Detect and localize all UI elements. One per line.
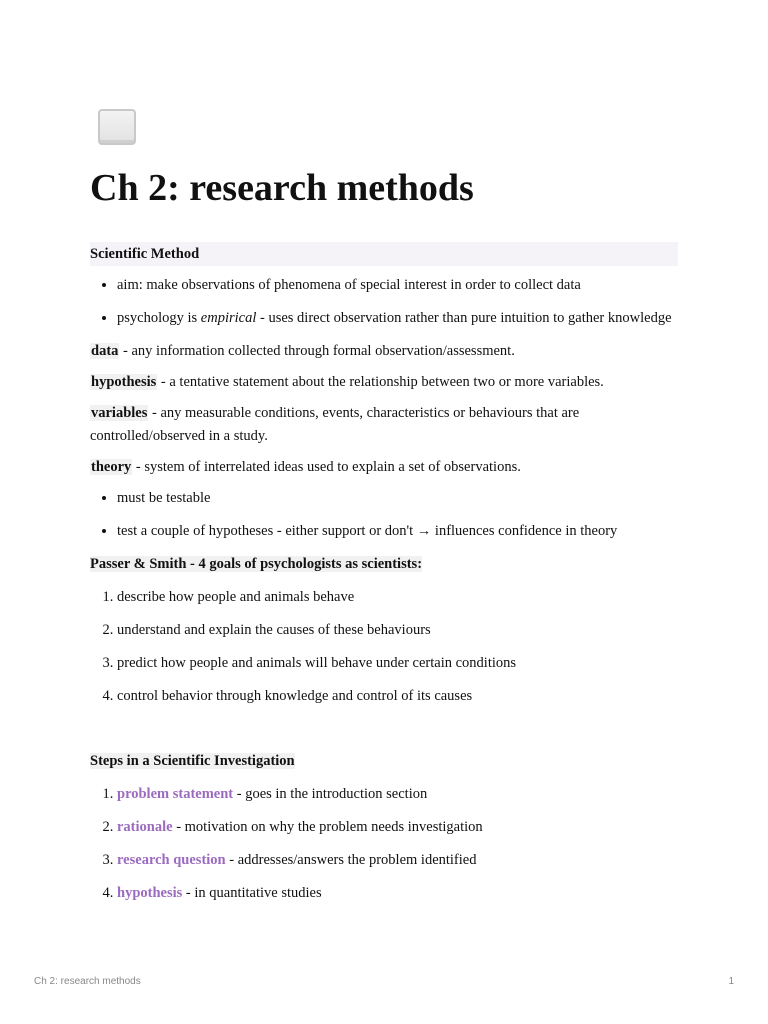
theory-bullets [90,487,678,543]
list-item: 4. control behavior through knowledge and control of its causes [117,685,678,708]
definition-variables: variables - any measurable conditions, events, characteristics or behaviours that are controlled/observed in a study. [90,405,580,444]
list-item: 1. describe how people and animals behave [117,586,678,609]
list-item: 1. problem statement - goes in the introduction section [117,783,678,806]
goals-heading: Passer & Smith - 4 goals of psychologists as scientists: [90,556,423,572]
list-item: 2. rationale - motivation on why the problem needs investigation [117,816,678,839]
page-title: Ch 2: research methods [90,167,474,209]
page-number: 1 [728,976,734,987]
list-item: 3. research question - addresses/answers the problem identified [117,849,678,872]
goals-list [90,586,678,708]
definition-data: data - any information collected through formal observation/assessment. [91,343,515,359]
list-item: 4. hypothesis - in quantitative studies [117,882,678,905]
list-item: • aim: make observations of phenomena of special interest in order to collect data [117,274,678,297]
list-item: • must be testable [117,487,678,510]
steps-heading: Steps in a Scientific Investigation [90,753,295,769]
scientific-method-bullets [90,274,678,330]
list-item: • test a couple of hypotheses - either support or don't → influences confidence in theory [117,520,678,543]
document-body [90,242,678,915]
list-item: • psychology is empirical - uses direct observation rather than pure intuition to gather knowledge [117,307,678,330]
definition-theory: theory - system of interrelated ideas used to explain a set of observations. [91,459,521,475]
footer-title: Ch 2: research methods [34,976,141,987]
page-icon [98,109,136,145]
list-item: 3. predict how people and animals will behave under certain conditions [117,652,678,675]
list-item: 2. understand and explain the causes of these behaviours [117,619,678,642]
steps-list [90,783,678,905]
definition-hypothesis: hypothesis - a tentative statement about the relationship between two or more variables. [91,374,604,390]
section-heading-scientific-method: Scientific Method [90,242,678,266]
